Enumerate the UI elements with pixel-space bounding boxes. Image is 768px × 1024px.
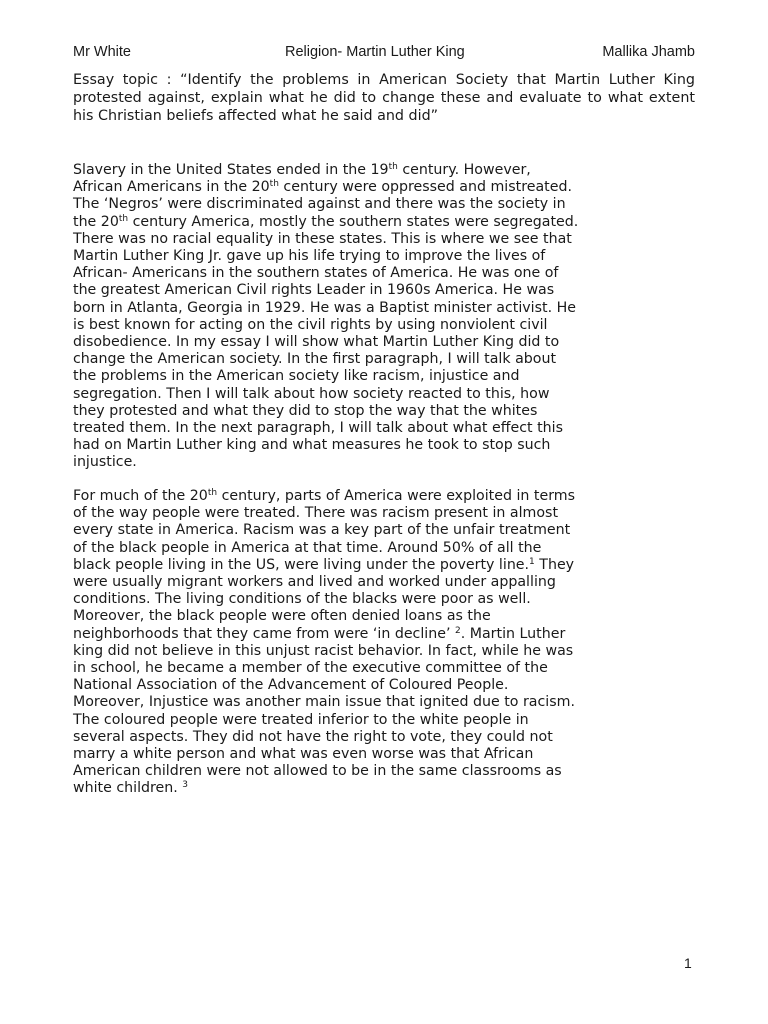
- text-line: [73, 214, 633, 231]
- line-text: Martin Luther King Jr. gave up his life trying to improve the lives of: [73, 248, 546, 265]
- line-text: Slavery in the United States ended in the 19: [73, 162, 389, 178]
- line-text: the greatest American Civil rights Leader in 1960s America. He was: [73, 282, 555, 299]
- essay-topic: Essay topic : “Identify the problems in American Society that Martin Luther King protested against, explain what he did to change these and evaluate to what extent his Christian beliefs affected what he said and did”: [73, 72, 695, 124]
- text-line: [73, 505, 633, 522]
- superscript: 2: [454, 625, 461, 636]
- line-text: conditions. The living conditions of the blacks were poor as well.: [73, 591, 531, 608]
- line-text: disobedience. In my essay I will show what Martin Luther King did to: [73, 334, 560, 351]
- line-text: marry a white person and what was even worse was that African: [73, 746, 534, 763]
- text-line: [73, 763, 633, 780]
- text-line: [73, 677, 633, 694]
- text-line: [73, 368, 633, 385]
- line-text: . Martin Luther: [460, 625, 566, 642]
- text-line: [73, 386, 633, 403]
- header-teacher: Mr White: [73, 44, 131, 60]
- text-line: [73, 574, 633, 591]
- line-text: century were oppressed and mistreated.: [278, 179, 572, 196]
- line-text: The coloured people were treated inferior to the white people in: [73, 711, 529, 728]
- text-line: [73, 334, 633, 351]
- line-text: African Americans in the 20: [73, 179, 270, 196]
- text-line: [73, 317, 633, 334]
- text-line: [73, 248, 633, 265]
- text-line: [73, 437, 633, 454]
- text-line: [73, 522, 633, 539]
- text-line: [73, 300, 633, 317]
- text-line: [73, 660, 633, 677]
- paragraph-problems: [73, 488, 633, 798]
- line-text: born in Atlanta, Georgia in 1929. He was a Baptist minister activist. He: [73, 299, 576, 316]
- line-text: change the American society. In the first paragraph, I will talk about: [73, 351, 557, 368]
- text-line: [73, 420, 633, 437]
- line-text: century. However,: [397, 162, 531, 178]
- text-line: [73, 591, 633, 608]
- line-text: injustice.: [73, 454, 137, 471]
- line-text: of the black people in America at that time. Around 50% of all the: [73, 539, 542, 556]
- text-line: [73, 729, 633, 746]
- text-line: [73, 282, 633, 299]
- text-line: [73, 179, 633, 196]
- text-line: [73, 454, 633, 471]
- text-line: [73, 196, 633, 213]
- superscript: th: [207, 488, 218, 498]
- header-author: Mallika Jhamb: [602, 44, 695, 60]
- text-line: [73, 712, 633, 729]
- text-line: [73, 643, 633, 660]
- line-text: every state in America. Racism was a key part of the unfair treatment: [73, 522, 571, 539]
- page-number: 1: [684, 955, 692, 971]
- line-text: several aspects. They did not have the right to vote, they could not: [73, 728, 553, 745]
- line-text: were usually migrant workers and lived and worked under appalling: [73, 574, 556, 591]
- line-text: They: [534, 556, 575, 573]
- line-text: black people living in the US, were living under the poverty line.: [73, 556, 530, 573]
- line-text: neighborhoods that they came from were ‘in decline’: [73, 625, 455, 642]
- superscript: th: [269, 179, 279, 190]
- line-text: For much of the 20: [73, 488, 208, 504]
- superscript: th: [388, 162, 398, 172]
- text-line: [73, 746, 633, 763]
- text-line: [73, 780, 633, 797]
- line-text: African- Americans in the southern states of America. He was one of: [73, 265, 559, 282]
- line-text: white children.: [73, 780, 183, 797]
- text-line: [73, 608, 633, 625]
- line-text: National Association of the Advancement of Coloured People.: [73, 677, 509, 694]
- text-line: [73, 265, 633, 282]
- page-header: [73, 44, 695, 64]
- text-line: [73, 162, 633, 179]
- line-text: king did not believe in this unjust racist behavior. In fact, while he was: [73, 642, 574, 659]
- text-line: [73, 626, 633, 643]
- text-line: [73, 694, 633, 711]
- text-line: [73, 488, 633, 505]
- line-text: segregation. Then I will talk about how society reacted to this, how: [73, 385, 550, 402]
- paragraph-introduction: [73, 162, 633, 472]
- text-line: [73, 351, 633, 368]
- line-text: had on Martin Luther king and what measures he took to stop such: [73, 437, 551, 454]
- text-line: [73, 231, 633, 248]
- line-text: The ‘Negros’ were discriminated against and there was the society in: [73, 196, 566, 213]
- line-text: treated them. In the next paragraph, I will talk about what effect this: [73, 420, 563, 437]
- superscript: 1: [529, 556, 535, 567]
- line-text: century America, mostly the southern states were segregated.: [128, 213, 579, 230]
- line-text: American children were not allowed to be in the same classrooms as: [73, 763, 562, 780]
- superscript: th: [118, 213, 129, 224]
- line-text: they protested and what they did to stop the way that the whites: [73, 402, 538, 419]
- line-text: Moreover, Injustice was another main issue that ignited due to racism.: [73, 694, 575, 711]
- line-text: Moreover, the black people were often denied loans as the: [73, 608, 491, 625]
- line-text: the problems in the American society like racism, injustice and: [73, 368, 520, 385]
- header-subject: Religion- Martin Luther King: [285, 44, 465, 60]
- text-line: [73, 403, 633, 420]
- line-text: the 20: [73, 213, 119, 230]
- text-line: [73, 557, 633, 574]
- line-text: There was no racial equality in these states. This is where we see that: [73, 230, 572, 247]
- superscript: 3: [182, 780, 189, 791]
- line-text: of the way people were treated. There was racism present in almost: [73, 505, 559, 522]
- text-line: [73, 540, 633, 557]
- line-text: in school, he became a member of the executive committee of the: [73, 660, 548, 677]
- line-text: is best known for acting on the civil rights by using nonviolent civil: [73, 316, 548, 333]
- line-text: century, parts of America were exploited in terms: [217, 488, 575, 504]
